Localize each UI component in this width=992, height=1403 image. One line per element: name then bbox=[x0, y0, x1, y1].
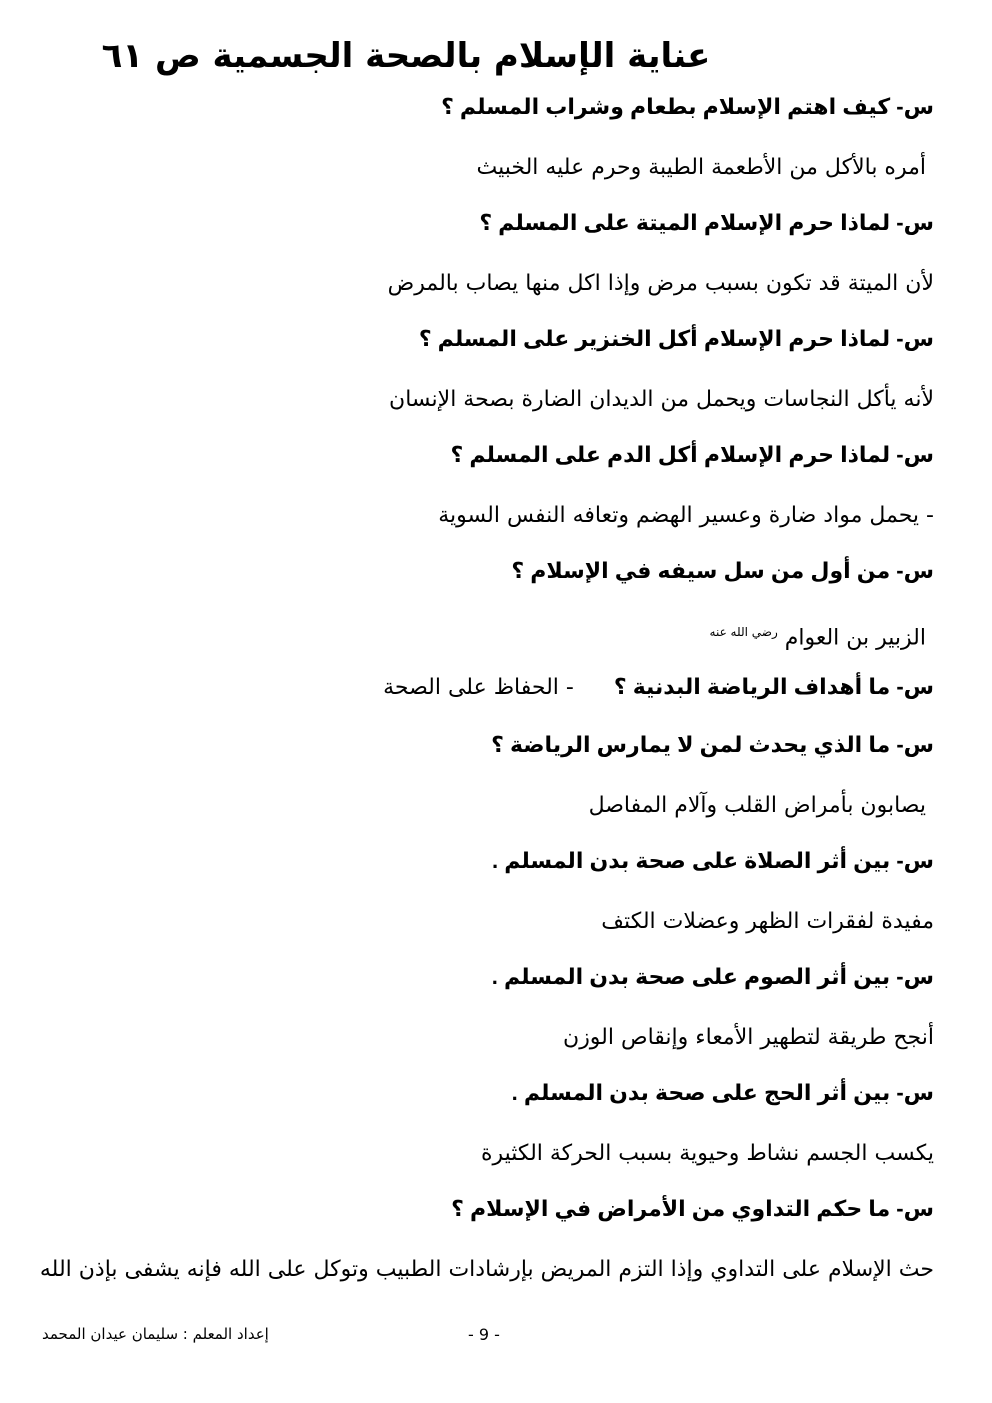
answer-2: لأن الميتة قد تكون بسبب مرض وإذا اكل منها يصاب بالمرض bbox=[387, 271, 934, 296]
question-2: س- لماذا حرم الإسلام الميتة على المسلم ؟ bbox=[479, 210, 934, 235]
footer-page-number: - 9 - bbox=[468, 1325, 500, 1344]
answer-7: يصابون بأمراض القلب وآلام المفاصل bbox=[588, 793, 926, 818]
question-5: س- من أول من سل سيفه في الإسلام ؟ bbox=[511, 558, 934, 583]
footer-author: إعداد المعلم : سليمان عيدان المحمد bbox=[42, 1325, 269, 1343]
question-7: س- ما الذي يحدث لمن لا يمارس الرياضة ؟ bbox=[491, 732, 934, 757]
question-3: س- لماذا حرم الإسلام أكل الخنزير على المسلم ؟ bbox=[418, 326, 934, 351]
question-10: س- بين أثر الحج على صحة بدن المسلم . bbox=[511, 1080, 934, 1105]
answer-6-inline: - الحفاظ على الصحة bbox=[383, 675, 574, 700]
answer-1: أمره بالأكل من الأطعمة الطيبة وحرم عليه الخبيث bbox=[476, 155, 926, 180]
answer-4: - يحمل مواد ضارة وعسير الهضم وتعافه النفس السوية bbox=[438, 503, 934, 528]
answer-9: أنجح طريقة لتطهير الأمعاء وإنقاص الوزن bbox=[563, 1025, 934, 1050]
question-6 bbox=[54, 672, 934, 730]
answer-8: مفيدة لفقرات الظهر وعضلات الكتف bbox=[601, 909, 934, 934]
answer-5 bbox=[54, 614, 934, 672]
honorific-glyph: رضي الله عنه bbox=[709, 625, 778, 639]
answer-5-text: الزبير بن العوام bbox=[784, 625, 926, 651]
question-8: س- بين أثر الصلاة على صحة بدن المسلم . bbox=[491, 848, 934, 873]
question-6-text: س- ما أهداف الرياضة البدنية ؟ bbox=[613, 674, 934, 699]
answer-3: لأنه يأكل النجاسات ويحمل من الديدان الضارة بصحة الإنسان bbox=[389, 387, 934, 412]
question-1: س- كيف اهتم الإسلام بطعام وشراب المسلم ؟ bbox=[441, 94, 934, 119]
question-11: س- ما حكم التداوي من الأمراض في الإسلام ؟ bbox=[451, 1196, 934, 1221]
qa-list bbox=[39, 92, 934, 1310]
answer-11: حث الإسلام على التداوي وإذا التزم المريض بإرشادات الطبيب وتوكل على الله فإنه يشفى بإذن الله bbox=[39, 1257, 934, 1282]
question-4: س- لماذا حرم الإسلام أكل الدم على المسلم ؟ bbox=[450, 442, 934, 467]
page-title: عناية الإسلام بالصحة الجسمية ص ٦١ bbox=[101, 36, 711, 76]
answer-10: يكسب الجسم نشاط وحيوية بسبب الحركة الكثيرة bbox=[480, 1141, 934, 1166]
question-9: س- بين أثر الصوم على صحة بدن المسلم . bbox=[491, 964, 934, 989]
